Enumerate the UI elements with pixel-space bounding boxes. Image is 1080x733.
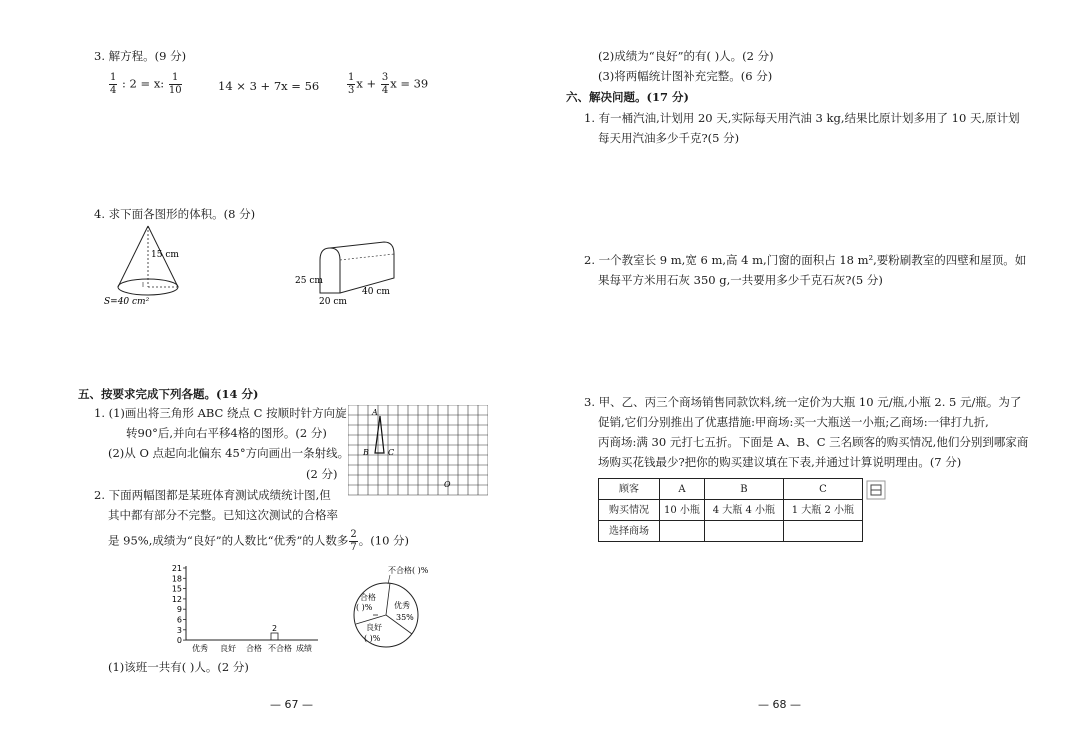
table-cell: 1 大瓶 2 小瓶 bbox=[783, 500, 862, 521]
purchase-table bbox=[598, 478, 863, 542]
y-tick-label: 15 bbox=[171, 584, 182, 594]
fraction-denominator: 10 bbox=[168, 85, 182, 96]
point-a-label: A bbox=[372, 408, 378, 417]
answer-cell-b[interactable] bbox=[704, 521, 783, 542]
equation-text: : 2 = x: bbox=[122, 76, 165, 91]
question-3-complete-charts: (3)将两幅统计图补充完整。(6 分) bbox=[598, 69, 773, 83]
pie-fail-label: 不合格( )% bbox=[388, 566, 429, 575]
prism-height-label: 25 cm bbox=[295, 276, 323, 286]
pie-excellent-label: 优秀 bbox=[394, 601, 410, 610]
equation-2: 14 × 3 + 7x = 56 bbox=[218, 79, 320, 93]
y-tick-label: 12 bbox=[171, 594, 182, 604]
table-header-cell: 顾客 bbox=[599, 479, 660, 500]
point-b-label: B bbox=[363, 448, 369, 457]
solve-3-text: 丙商场:满 30 元打七五折。下面是 A、B、C 三名顾客的购买情况,他们分别到哪家商 bbox=[598, 435, 1029, 449]
problem-1-text: 1. (1)画出将三角形 ABC 绕点 C 按顺时针方向旋 bbox=[94, 406, 347, 420]
table-cell: 10 小瓶 bbox=[660, 500, 705, 521]
problem-1-text: 转90°后,并向右平移4格的图形。(2 分) bbox=[126, 426, 327, 440]
problem-2-text bbox=[108, 530, 409, 553]
answer-cell-c[interactable] bbox=[783, 521, 862, 542]
answer-cell-a[interactable] bbox=[660, 521, 705, 542]
equation-1 bbox=[108, 73, 183, 96]
x-category-label: 成绩 bbox=[296, 644, 312, 653]
pie-good-percent: ( )% bbox=[364, 634, 381, 643]
pie-pass-label: 合格 bbox=[360, 593, 376, 602]
section-6-title: 六、解决问题。(17 分) bbox=[566, 90, 689, 104]
equation-3 bbox=[346, 73, 428, 96]
x-category-label: 良好 bbox=[220, 644, 236, 653]
pie-good-label: 良好 bbox=[366, 623, 382, 632]
x-category-label: 合格 bbox=[246, 644, 262, 653]
table-header-cell: B bbox=[704, 479, 783, 500]
prism-width-label: 20 cm bbox=[319, 297, 347, 307]
y-tick-label: 18 bbox=[171, 574, 182, 584]
y-tick-label: 3 bbox=[176, 625, 182, 635]
solve-1-text: 1. 有一桶汽油,计划用 20 天,实际每天用汽油 3 kg,结果比原计划多用了 10 天,原计划 bbox=[584, 111, 1020, 125]
table-header-cell: C bbox=[783, 479, 862, 500]
pie-excellent-percent: 35% bbox=[396, 613, 414, 622]
fraction-denominator: 4 bbox=[381, 85, 389, 96]
problem-2-text: 其中都有部分不完整。已知这次测试的合格率 bbox=[108, 508, 338, 522]
pie-pass-percent: ( )% bbox=[356, 603, 373, 612]
y-tick-label: 9 bbox=[176, 605, 182, 615]
fraction-numerator: 1 bbox=[348, 72, 355, 83]
pie-chart bbox=[348, 560, 458, 660]
table-row bbox=[599, 521, 863, 542]
question-4-title: 4. 求下面各图形的体积。(8 分) bbox=[94, 207, 256, 221]
bar-value-label: 2 bbox=[272, 624, 278, 633]
y-tick-label: 0 bbox=[176, 636, 182, 646]
point-c-label: C bbox=[388, 448, 395, 457]
y-tick-label: 6 bbox=[176, 615, 182, 625]
fraction-denominator: 4 bbox=[110, 85, 117, 96]
solve-3-text: 3. 甲、乙、丙三个商场销售同款饮料,统一定价为大瓶 10 元/瓶,小瓶 2. 5 元/瓶。为了 bbox=[584, 395, 1022, 409]
solve-2-text: 果每平方米用石灰 350 g,一共要用多少千克石灰?(5 分) bbox=[598, 273, 883, 287]
square-grid bbox=[348, 405, 488, 503]
y-tick-label: 21 bbox=[171, 564, 182, 573]
scan-icon bbox=[866, 480, 886, 500]
solve-3-text: 场购买花钱最少?把你的购买建议填在下表,并通过计算说明理由。(7 分) bbox=[598, 455, 962, 469]
question-class-total: (1)该班一共有( )人。(2 分) bbox=[108, 660, 249, 674]
table-cell: 选择商场 bbox=[599, 521, 660, 542]
fraction-denominator: 3 bbox=[348, 85, 355, 96]
table-cell: 4 大瓶 4 小瓶 bbox=[704, 500, 783, 521]
fraction-numerator: 2 bbox=[350, 529, 357, 540]
solve-2-text: 2. 一个教室长 9 m,宽 6 m,高 4 m,门窗的面积占 18 m²,要粉刷教室的四壁和屋顶。如 bbox=[584, 253, 1027, 267]
question-3-title: 3. 解方程。(9 分) bbox=[94, 49, 187, 63]
page-number-left: — 67 — bbox=[270, 698, 313, 711]
prism-figure bbox=[292, 240, 412, 310]
table-cell: 购买情况 bbox=[599, 500, 660, 521]
x-category-label: 优秀 bbox=[192, 644, 208, 653]
section-5-title: 五、按要求完成下列各题。(14 分) bbox=[78, 387, 259, 401]
problem-1-text: (2)从 O 点起向北偏东 45°方向画出一条射线。 bbox=[108, 446, 350, 460]
cone-figure bbox=[100, 222, 195, 308]
table-header-cell: A bbox=[660, 479, 705, 500]
solve-3-text: 促销,它们分别推出了优惠措施:甲商场:买一大瓶送一小瓶;乙商场:一律打九折, bbox=[598, 415, 989, 429]
table-row bbox=[599, 500, 863, 521]
equation-text: x = 39 bbox=[390, 76, 429, 91]
cone-height-label: 15 cm bbox=[151, 250, 179, 260]
bar-fail bbox=[271, 633, 278, 640]
page-number-right: — 68 — bbox=[758, 698, 801, 711]
fraction-denominator: 7 bbox=[350, 542, 357, 553]
problem-2-text-part: 。(10 分) bbox=[358, 533, 410, 548]
bar-chart bbox=[158, 560, 333, 655]
table-row bbox=[599, 479, 863, 500]
fraction-numerator: 1 bbox=[110, 72, 117, 83]
x-category-label: 不合格 bbox=[268, 644, 292, 653]
prism-length-label: 40 cm bbox=[362, 287, 390, 297]
equation-text: x + bbox=[356, 76, 377, 91]
problem-2-text: 2. 下面两幅图都是某班体育测试成绩统计图,但 bbox=[94, 488, 331, 502]
question-2-good: (2)成绩为“良好”的有( )人。(2 分) bbox=[598, 49, 774, 63]
point-o-label: O bbox=[444, 480, 451, 489]
fraction-numerator: 3 bbox=[381, 72, 389, 83]
fraction-numerator: 1 bbox=[169, 73, 182, 85]
cone-base-label: S=40 cm² bbox=[104, 297, 150, 307]
problem-1-text: (2 分) bbox=[306, 467, 338, 481]
solve-1-text: 每天用汽油多少千克?(5 分) bbox=[598, 131, 740, 145]
problem-2-text-part: 是 95%,成绩为“良好”的人数比“优秀”的人数多 bbox=[108, 533, 349, 548]
